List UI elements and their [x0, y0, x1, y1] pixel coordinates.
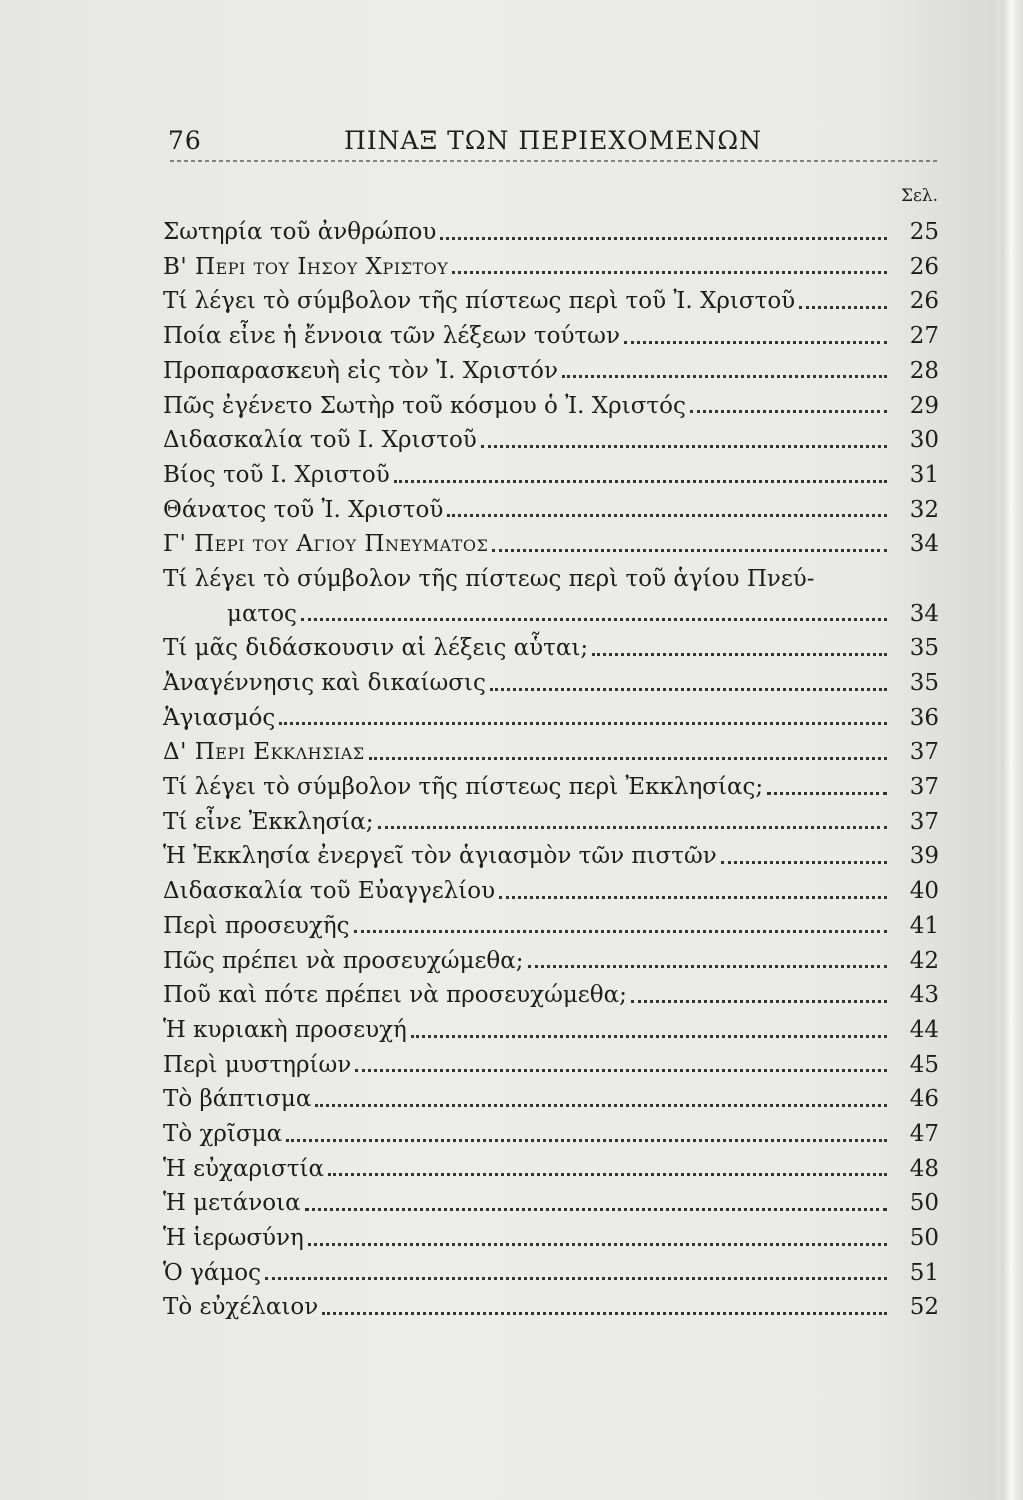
toc-entry-title: Τί εἶνε Ἐκκλησία;: [163, 808, 374, 835]
toc-entry-page: 27: [909, 323, 939, 350]
toc-entry: [163, 594, 939, 629]
toc-entry-page: 51: [909, 1259, 939, 1286]
page-edge: [1001, 0, 1023, 1500]
dot-leader: [492, 549, 887, 552]
toc-entry-title: Ποία εἶνε ἡ ἔννοια τῶν λέξεων τούτων: [163, 323, 620, 350]
toc-entry-title: Τὸ εὐχέλαιον: [163, 1294, 319, 1321]
toc-entry-title: Ἀναγέννησις καὶ δικαίωσις: [163, 670, 486, 697]
toc-entry-title: Τί λέγει τὸ σύμβολον τῆς πίστεως περὶ τοῦ ἁγίου Πνεύ-: [163, 565, 815, 592]
toc-section-title: Γ' Περι του Αγιου Πνευματος: [163, 531, 489, 558]
dot-leader: [690, 410, 887, 413]
toc-entry: [163, 802, 939, 837]
dot-leader: [411, 1035, 887, 1038]
toc-entry: [163, 212, 939, 247]
toc-entry-title: Προπαρασκευὴ εἰς τὸν Ἰ. Χριστόν: [163, 357, 558, 384]
toc-entry-title: Διδασκαλία τοῦ Ι. Χριστοῦ: [163, 427, 477, 454]
toc-entry-title: Περὶ προσευχῆς: [163, 912, 350, 939]
toc-entry: [163, 1253, 939, 1288]
toc-entry-title: Ἡ μετάνοια: [163, 1190, 301, 1217]
toc-entry-page: 52: [909, 1294, 939, 1321]
dot-leader: [378, 826, 887, 829]
dot-leader: [721, 861, 887, 864]
toc-entry: [163, 975, 939, 1010]
toc-entry: [163, 732, 939, 767]
toc-entry: [163, 351, 939, 386]
dot-leader: [322, 1312, 887, 1315]
toc-section-title: Β' Περι του Ιησου Χριστου: [163, 253, 449, 280]
toc-entry: [163, 420, 939, 455]
toc-entry-page: 37: [909, 774, 939, 801]
toc-entry-title: Ἡ Ἐκκλησία ἐνεργεῖ τὸν ἁγιασμὸν τῶν πιστῶν: [163, 843, 717, 870]
toc-entry-page: 37: [909, 739, 939, 766]
toc-entry-title: Ἁγιασμός: [163, 704, 276, 731]
toc-entry-page: 26: [909, 288, 939, 315]
dot-leader: [624, 341, 887, 344]
toc-entry: [163, 1045, 939, 1080]
dot-leader: [447, 514, 887, 517]
toc-entry: [163, 871, 939, 906]
running-title: ΠΙΝΑΞ ΤΩΝ ΠΕΡΙΕΧΟΜΕΝΩΝ: [344, 126, 762, 155]
toc-entry-title: Ἡ ἱερωσύνη: [163, 1225, 304, 1252]
dot-leader: [499, 896, 887, 899]
toc-entry: [163, 524, 939, 559]
dot-leader: [328, 1173, 887, 1176]
toc-section-title: Δ' Περι Εκκλησιας: [163, 739, 365, 766]
toc-entry: [163, 1183, 939, 1218]
dot-leader: [528, 965, 887, 968]
toc-entry-page: 35: [909, 670, 939, 697]
toc-entry-page: 31: [909, 461, 939, 488]
toc-entry: [163, 559, 939, 594]
toc-entry-title: Θάνατος τοῦ Ἰ. Χριστοῦ: [163, 496, 444, 523]
toc-entry: [163, 1010, 939, 1045]
toc-entry-page: 46: [909, 1086, 939, 1113]
toc-entry-page: 37: [909, 808, 939, 835]
toc-entry: [163, 906, 939, 941]
toc-entry-page: 40: [909, 878, 939, 905]
toc-entry-page: 48: [909, 1155, 939, 1182]
toc-entry-page: 32: [909, 496, 939, 523]
toc-entry-title: Διδασκαλία τοῦ Εὐαγγελίου: [163, 878, 496, 905]
toc-entry: [163, 316, 939, 351]
toc-entry: [163, 1287, 939, 1322]
toc-entry-page: 42: [909, 947, 939, 974]
toc-entry: [163, 1149, 939, 1184]
dot-leader: [631, 1000, 887, 1003]
dot-leader: [452, 271, 887, 274]
toc-entry-page: 50: [909, 1225, 939, 1252]
toc-entry-title: Τί μᾶς διδάσκουσιν αἱ λέξεις αὗται;: [163, 635, 589, 662]
toc-entry: [163, 247, 939, 282]
dot-leader: [592, 653, 887, 656]
toc-entry-title: Σωτηρία τοῦ ἀνθρώπου: [163, 219, 437, 246]
toc-entry-title: Πῶς πρέπει νὰ προσευχώμεθα;: [163, 947, 524, 974]
dot-leader: [301, 618, 887, 621]
dot-leader: [354, 930, 887, 933]
toc-entry-page: 28: [909, 357, 939, 384]
toc-entry-title: Τὸ χρῖσμα: [163, 1120, 283, 1147]
toc-entry: [163, 698, 939, 733]
dot-leader: [308, 1243, 887, 1246]
toc-entry-page: 25: [909, 219, 939, 246]
page-number: 76: [168, 126, 202, 155]
dot-leader: [315, 1104, 887, 1107]
toc-entry-title: Περὶ μυστηρίων: [163, 1051, 352, 1078]
toc-entry-title: Ἡ κυριακὴ προσευχή: [163, 1016, 407, 1043]
toc-entry: [163, 767, 939, 802]
toc-entry-title: Τί λέγει τὸ σύμβολον τῆς πίστεως περὶ Ἐκκλησίας;: [163, 774, 764, 801]
dot-leader: [490, 688, 887, 691]
toc-entry-page: 29: [909, 392, 939, 419]
toc-entry: [163, 385, 939, 420]
toc-entry-page: 34: [909, 600, 939, 627]
toc-entry-page: 26: [909, 253, 939, 280]
toc-entry-page: 34: [909, 531, 939, 558]
toc-entry: [163, 1114, 939, 1149]
dot-leader: [305, 1208, 887, 1211]
toc-entry-page: 30: [909, 427, 939, 454]
dot-leader: [369, 757, 887, 760]
toc-entry: [163, 663, 939, 698]
toc-entry: [163, 836, 939, 871]
toc-entry-title: Πῶς ἐγένετο Σωτὴρ τοῦ κόσμου ὁ Ἰ. Χριστός: [163, 392, 686, 419]
toc-entry-title: Τί λέγει τὸ σύμβολον τῆς πίστεως περὶ τοῦ Ἰ. Χριστοῦ: [163, 288, 796, 315]
toc-entry: [163, 455, 939, 490]
toc-entry-page: 41: [909, 912, 939, 939]
toc-entry: [163, 281, 939, 316]
dot-leader: [440, 237, 887, 240]
table-of-contents: [163, 212, 939, 1322]
toc-entry-title: Τὸ βάπτισμα: [163, 1086, 312, 1113]
toc-entry-title: Ποῦ καὶ πότε πρέπει νὰ προσευχώμεθα;: [163, 982, 627, 1009]
dot-leader: [265, 1277, 887, 1280]
dot-leader: [767, 792, 887, 795]
toc-entry-title: Ἡ εὐχαριστία: [163, 1155, 325, 1182]
dot-leader: [562, 375, 887, 378]
toc-entry-title: Ὁ γάμος: [163, 1259, 262, 1286]
toc-entry-page: 45: [909, 1051, 939, 1078]
header-rule: [170, 160, 938, 162]
toc-entry-title: Βίος τοῦ Ι. Χριστοῦ: [163, 461, 390, 488]
page-column-label: Σελ.: [900, 186, 938, 206]
toc-entry-page: 50: [909, 1190, 939, 1217]
toc-entry: [163, 940, 939, 975]
toc-entry: [163, 1079, 939, 1114]
dot-leader: [481, 445, 887, 448]
toc-entry-page: 35: [909, 635, 939, 662]
dot-leader: [355, 1069, 887, 1072]
toc-entry: [163, 1218, 939, 1253]
dot-leader: [799, 306, 887, 309]
toc-entry-title: ματος: [227, 600, 297, 627]
dot-leader: [394, 480, 887, 483]
toc-entry-page: 36: [909, 704, 939, 731]
toc-entry-page: 47: [909, 1120, 939, 1147]
toc-entry: [163, 628, 939, 663]
toc-entry-page: 39: [909, 843, 939, 870]
toc-entry-page: 44: [909, 1016, 939, 1043]
toc-entry: [163, 490, 939, 525]
dot-leader: [286, 1139, 887, 1142]
dot-leader: [279, 722, 887, 725]
toc-entry-page: 43: [909, 982, 939, 1009]
